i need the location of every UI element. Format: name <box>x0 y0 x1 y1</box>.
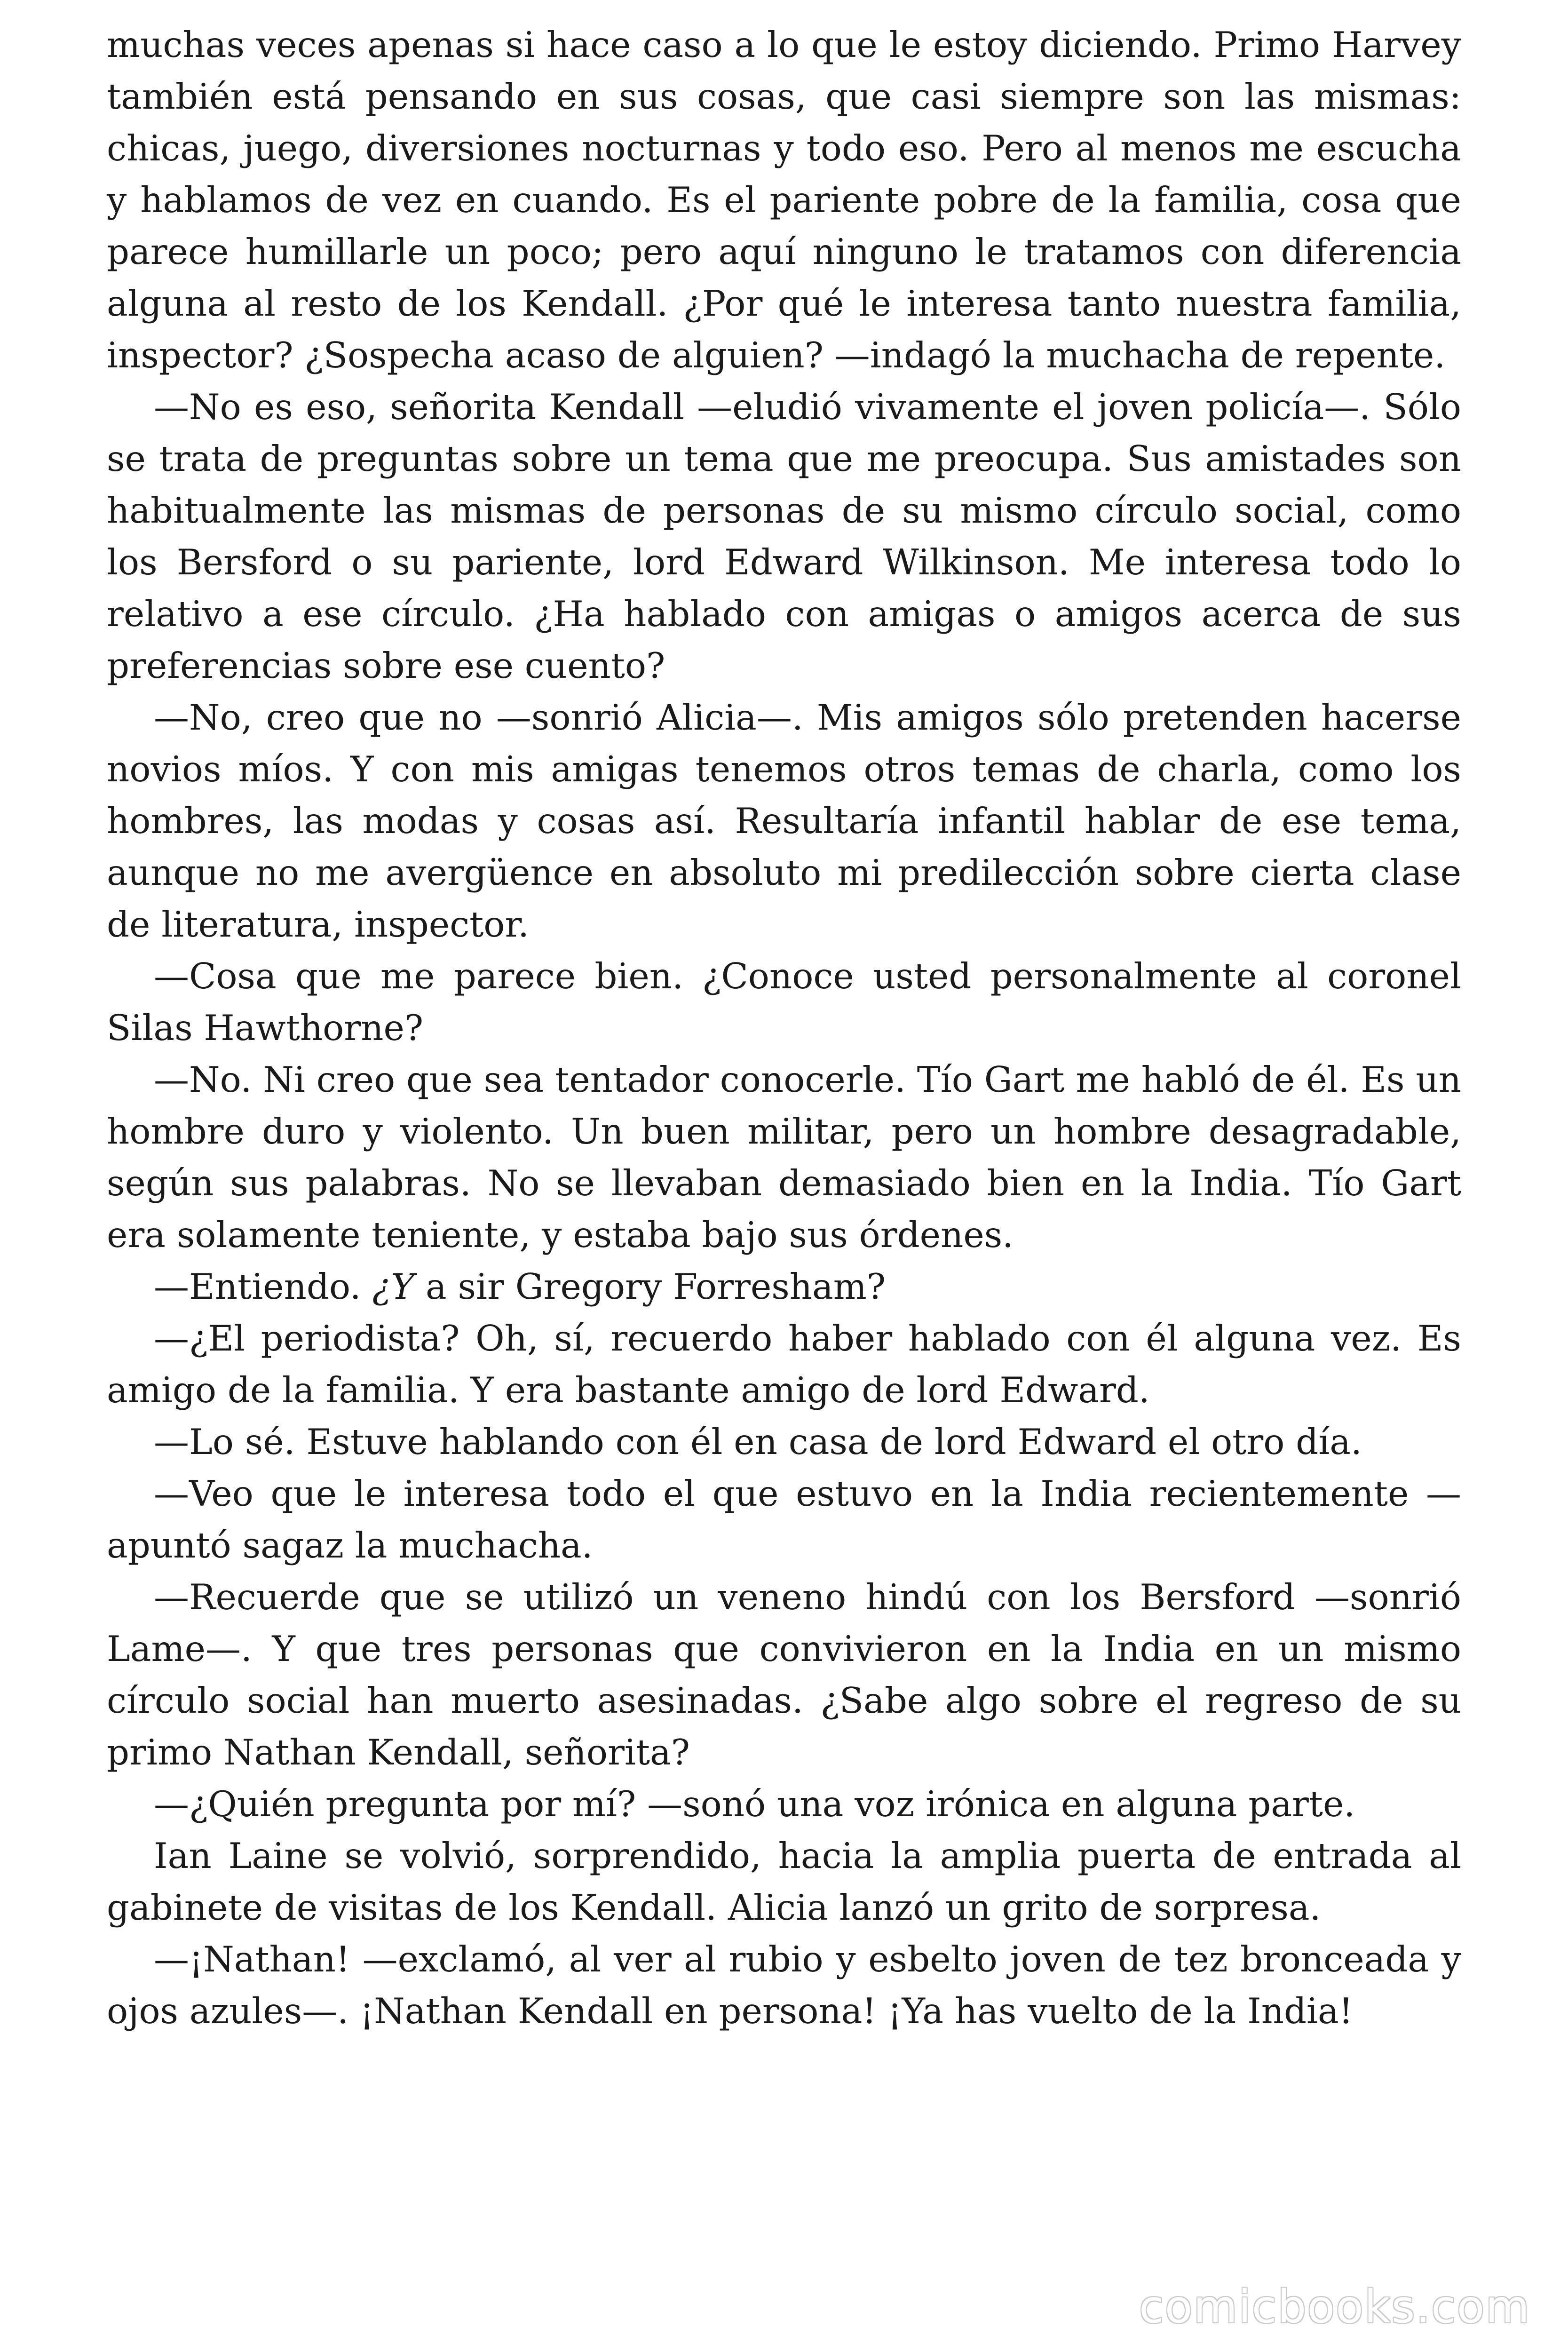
paragraph: Ian Laine se volvió, sorprendido, hacia la amplia puerta de entrada al gabinete de visitas de los Kendall. Alicia lanzó un grito de sorpresa. <box>107 1835 1461 1928</box>
watermark: comicbooks.com <box>1139 2280 1530 2333</box>
paragraph-text: a sir Gregory Forresham? <box>414 1266 886 1307</box>
paragraph: —¿El periodista? Oh, sí, recuerdo haber hablado con él alguna vez. Es amigo de la familia. Y era bastante amigo de lord Edward. <box>107 1318 1461 1411</box>
paragraph: —Recuerde que se utilizó un veneno hindú con los Bersford —sonrió Lame—. Y que tres personas que convivieron en la India en un mismo círculo social han muerto asesinadas. ¿Sabe algo sobre el regreso de su primo Nathan Kendall, señorita? <box>107 1576 1461 1773</box>
paragraph: —No es eso, señorita Kendall —eludió vivamente el joven policía—. Sólo se trata de preguntas sobre un tema que me preocupa. Sus amistades son habitualmente las mismas de personas de su mismo círculo social, como los Bersford o su pariente, lord Edward Wilkinson. Me interesa todo lo relativo a ese círculo. ¿Ha hablado con amigas o amigos acerca de sus preferencias sobre ese cuento? <box>107 386 1461 686</box>
paragraph: —¡Nathan! —exclamó, al ver al rubio y esbelto joven de tez bronceada y ojos azules—. ¡Nathan Kendall en persona! ¡Ya has vuelto de la India! <box>107 1939 1461 2032</box>
paragraph: —No. Ni creo que sea tentador conocerle. Tío Gart me habló de él. Es un hombre duro y violento. Un buen militar, pero un hombre desagradable, según sus palabras. No se llevaban demasiado bien en la India. Tío Gart era solamente teniente, y estaba bajo sus órdenes. <box>107 1059 1461 1255</box>
paragraph: —¿Quién pregunta por mí? —sonó una voz irónica en alguna parte. <box>154 1783 1355 1825</box>
page-text <box>107 19 1461 2037</box>
paragraph: —Lo sé. Estuve hablando con él en casa de lord Edward el otro día. <box>154 1421 1362 1462</box>
paragraph: muchas veces apenas si hace caso a lo que le estoy diciendo. Primo Harvey también está pensando en sus cosas, que casi siempre son las mismas: chicas, juego, diversiones nocturnas y todo eso. Pero al menos me escucha y hablamos de vez en cuando. Es el pariente pobre de la familia, cosa que parece humillarle un poco; pero aquí ninguno le tratamos con diferencia alguna al resto de los Kendall. ¿Por qué le interesa tanto nuestra familia, inspector? ¿Sospecha acaso de alguien? —indagó la muchacha de repente. <box>107 24 1461 376</box>
paragraph <box>107 1261 1461 1312</box>
italic-text: ¿Y <box>372 1266 415 1307</box>
paragraph: —No, creo que no —sonrió Alicia—. Mis amigos sólo pretenden hacerse novios míos. Y con mis amigas tenemos otros temas de charla, como los hombres, las modas y cosas así. Resultaría infantil hablar de ese tema, aunque no me avergüence en absoluto mi predilección sobre cierta clase de literatura, inspector. <box>107 697 1461 945</box>
paragraph-text: —Entiendo. <box>154 1266 372 1307</box>
paragraph: —Cosa que me parece bien. ¿Conoce usted personalmente al coronel Silas Hawthorne? <box>107 955 1461 1049</box>
paragraph: —Veo que le interesa todo el que estuvo en la India recientemente —apuntó sagaz la muchacha. <box>107 1473 1461 1566</box>
